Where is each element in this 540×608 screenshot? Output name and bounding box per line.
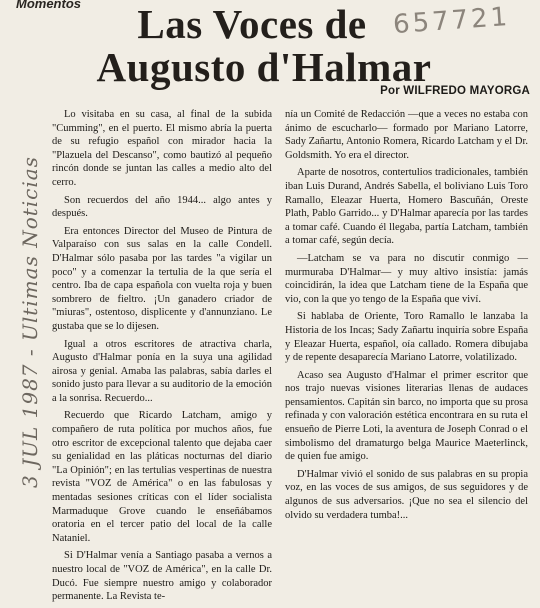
handwritten-margin-note: 3 JUL 1987 - Ultimas Noticias xyxy=(18,156,42,488)
article-column-right xyxy=(285,108,528,526)
paragraph: Era entonces Director del Museo de Pintura de Valparaíso con sus salas en la calle Condell. D'Halmar sólo pasaba por las tardes "a vigilar un poco" y a comenzar la tertulia de la que sería el centro. Iba de capa española con vuelta roja y buen sombrero de fieltro. ¡Un ganadero criador de "miuras", ostentoso, displicente y d'annunziano. Le gustaba que se lo dijesen. xyxy=(52,225,272,332)
article-column-left xyxy=(52,108,272,608)
byline: Por WILFREDO MAYORGA xyxy=(380,85,530,97)
paragraph: Lo visitaba en su casa, al final de la subida "Cumming", en el puerto. El mismo abría la puerta de su refugio español con mirador hacia la "Plazuela del Descanso", como bautizó al pequeño rincón donde se juntan las calles a medio alto del cerro. xyxy=(52,109,272,188)
paragraph: Igual a otros escritores de atractiva charla, Augusto d'Halmar ponía en la suya una agilidad airosa y genial. Amaba las palabras, sabía darles el sonido justo para llevar a su auditorio de la emoción a la sonrisa. Recuerdo... xyxy=(52,338,272,404)
paragraph: Acaso sea Augusto d'Halmar el primer escritor que nos trajo nuevas visiones literarias llenas de audaces pensamientos. Capitán sin barco, no importa que su prosa refinada y con valoración estética encontrara en su ruta el ensueño de Pierre Loti, la aventura de Joseph Conrad o el simbolismo del dramaturgo belga Maurice Maeterlinck, de quien fue amigo. xyxy=(285,369,528,463)
headline-line-2: Augusto d'Halmar xyxy=(96,44,432,90)
paragraph: Si hablaba de Oriente, Toro Ramallo le lanzaba la Historia de los Incas; Sady Zañartu inquiría sobre España y Eleazar Huerta, español, oía callado. Romera dibujaba y de repente desaparecía Mariano Latorre, volatilizado. xyxy=(285,311,528,364)
paragraph: nía un Comité de Redacción —que a veces no estaba con ánimo de escucharlo— formado por Mariano Latorre, Sady Zañartu, Antonio Romera, Ricardo Latcham y el Dr. Goldsmith. Yo era el director. xyxy=(285,109,528,161)
paragraph: Aparte de nosotros, contertulios tradicionales, también iban Luis Durand, Andrés Sabella, el boliviano Luis Toro Ramallo, Eleazar Huerta, Homero Bascuñán, Oreste Plath, Pablo Garrido... y D'Halmar aparecía por las tardes a tomar café. Cuando él llegaba, partía Latcham, también a tomar café, según decía. xyxy=(285,167,528,247)
paragraph: Son recuerdos del año 1944... algo antes y después. xyxy=(52,194,272,220)
paragraph: —Latcham se va para no discutir conmigo —murmuraba D'Halmar— y muy altivo insistía: jamás coincidirán, la idea que Latcham tiene de la España que vio, con la que yo tengo de la España que viví. xyxy=(285,252,528,305)
paragraph: D'Halmar vivió el sonido de sus palabras en su propia voz, en las voces de sus amigos, de sus seguidores y de algunos de sus adversarios. ¡Que no sea el silencio del olvido su verdadera tumba!... xyxy=(285,468,528,521)
handwritten-archive-number: 657721 xyxy=(391,1,511,41)
paragraph: Si D'Halmar venía a Santiago pasaba a vernos a nuestro local de "VOZ de América", en la calle Dr. Ducó. Fue siempre nuestro amigo y colaborador permanente. La Revista te- xyxy=(52,550,272,603)
section-label: Momentos xyxy=(16,0,81,11)
paragraph: Recuerdo que Ricardo Latcham, amigo y compañero de ruta política por muchos años, fue otro escritor de excepcional talento que dejaba caer su genialidad en las pláticas nocturnas del diario "La Opinión"; en las tertulias vespertinas de nuestra revista "VOZ de América" o en las fabulosas y mentadas sesiones críticas con el líder socialista Marmaduque Grove cuando le enseñábamos oratoria en el tercer patio del local de la calle Nataniel. xyxy=(52,410,272,544)
headline-line-1: Las Voces de xyxy=(137,1,367,47)
